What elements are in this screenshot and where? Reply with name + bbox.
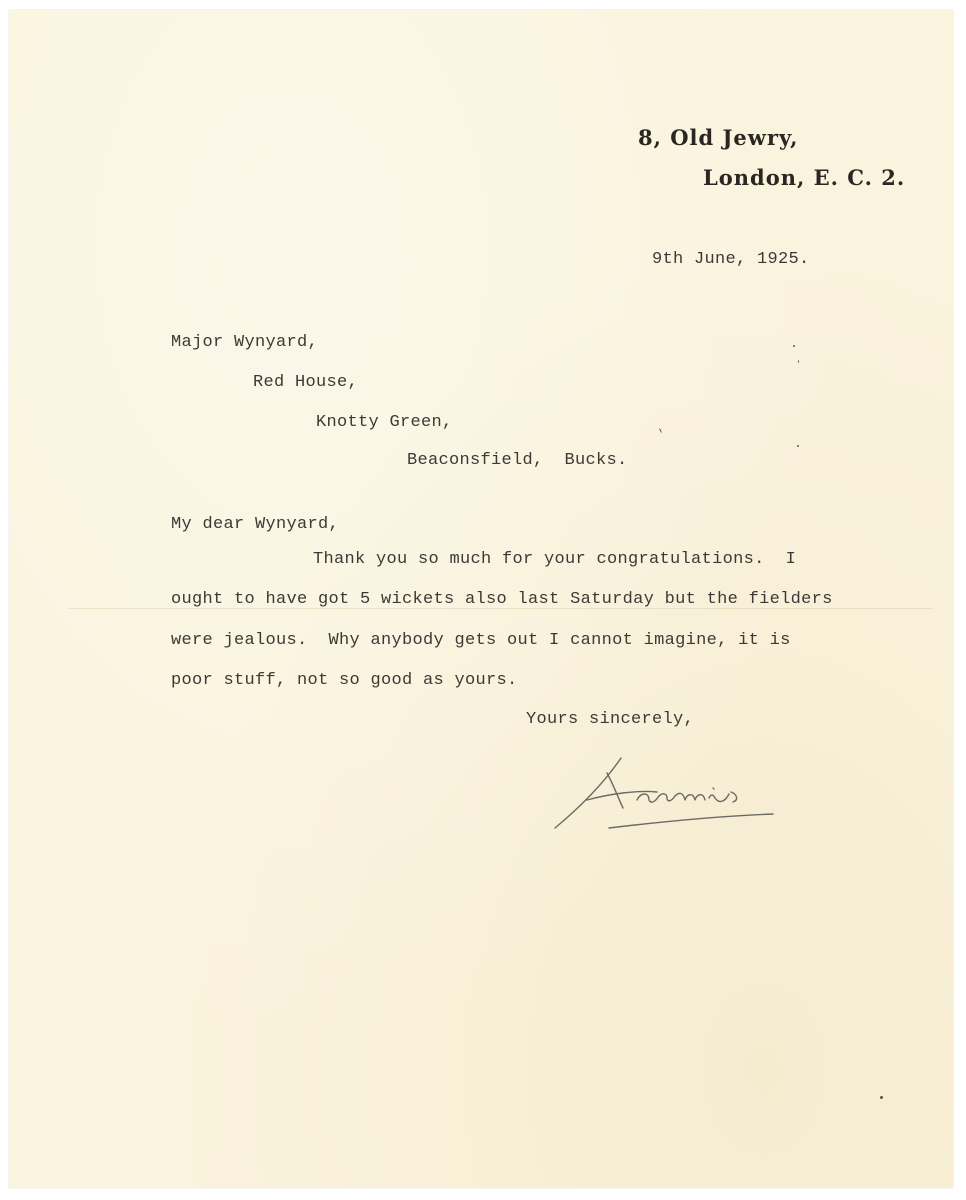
address-line-4: Beaconsfield, Bucks. [407,451,628,470]
letterhead-city: London, E. C. 2. [703,165,906,190]
body-line-3: were jealous. Why anybody gets out I cannot imagine, it is [171,631,791,650]
signature [549,748,779,838]
paper-speck [798,360,799,363]
closing: Yours sincerely, [526,710,695,729]
letterhead-street: 8, Old Jewry, [638,125,799,150]
paper-speck [793,345,795,347]
address-line-1: Major Wynyard, [171,333,319,352]
address-line-2: Red House, [253,373,359,392]
address-line-3: Knotty Green, [316,413,453,432]
body-line-1: Thank you so much for your congratulations. I [313,550,797,569]
body-line-2: ought to have got 5 wickets also last Saturday but the fielders [171,590,833,609]
letter-page [9,10,953,1188]
paper-speck [880,1096,883,1099]
body-line-4: poor stuff, not so good as yours. [171,671,518,690]
paper-speck [659,428,662,433]
salutation: My dear Wynyard, [171,515,340,534]
paper-speck [797,445,799,447]
letter-date: 9th June, 1925. [652,250,810,269]
